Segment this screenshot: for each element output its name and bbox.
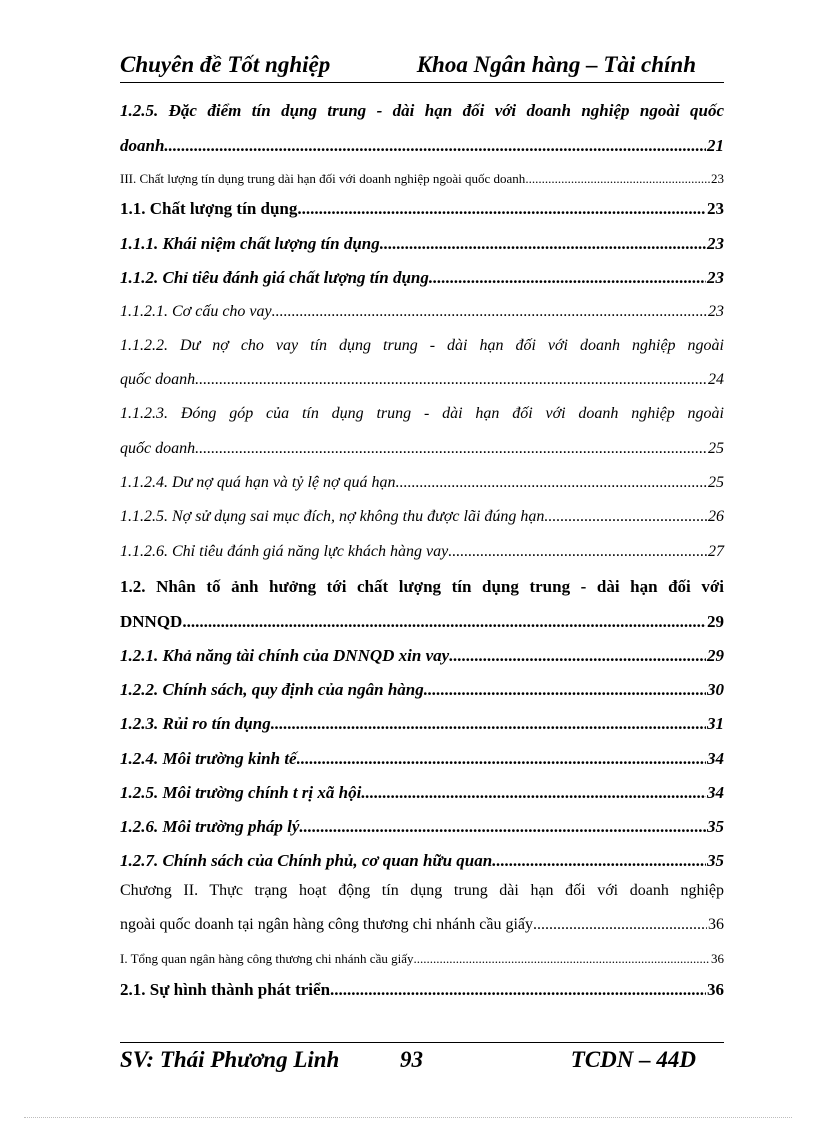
toc-entry-line [120, 783, 724, 803]
toc-page-number: 36 [708, 916, 724, 933]
toc-leader-dots [272, 303, 707, 321]
toc-leader-dots [396, 474, 707, 492]
toc-leader-dots [448, 543, 707, 561]
toc-entry-text: quốc doanh [120, 440, 196, 457]
header-left-title: Chuyên đề Tốt nghiệp [120, 52, 331, 77]
toc-entry-text: 1.2.7. Chính sách của Chính phủ, cơ quan hữu quan [120, 851, 493, 870]
toc-leader-dots [361, 783, 706, 803]
toc-page-number: 35 [707, 851, 724, 870]
toc-leader-dots [164, 136, 706, 156]
toc-entry-text: 1.2.3. Rủi ro tín dụng [120, 714, 271, 733]
toc-leader-dots [299, 817, 706, 837]
toc-leader-dots [195, 440, 707, 458]
toc-entry-line [120, 980, 724, 1000]
toc-entry-text: 1.2.2. Chính sách, quy định của ngân hàng [120, 680, 424, 699]
toc-entry-line [120, 749, 724, 769]
footer-page-number: 93 [400, 1047, 423, 1072]
toc-page-number: 31 [707, 714, 724, 733]
toc-entry-text: 1.1.2.1. Cơ cấu cho vay [120, 303, 272, 320]
toc-page-number: 29 [707, 646, 724, 665]
toc-leader-dots [525, 171, 710, 187]
toc-page-number: 27 [708, 543, 724, 560]
toc-page-number: 23 [707, 199, 724, 218]
toc-leader-dots [330, 980, 706, 1000]
toc-entry-text: 1.2.5. Môi trường chính t rị xã hội [120, 783, 362, 802]
toc-page-number: 36 [711, 951, 724, 966]
toc-leader-dots [195, 371, 707, 389]
toc-entry-text: 1.1.2.6. Chỉ tiêu đánh giá năng lực khách hàng vay [120, 543, 449, 560]
toc-entry-line [120, 171, 724, 187]
toc-page-number: 25 [708, 474, 724, 491]
toc-entry-line [120, 817, 724, 837]
toc-entry-line [120, 916, 724, 934]
toc-entry-text: ngoài quốc doanh tại ngân hàng công thương chi nhánh cầu giấy [120, 916, 534, 933]
toc-entry-line [120, 680, 724, 700]
toc-page-number: 34 [707, 749, 724, 768]
toc-page-number: 21 [707, 136, 724, 155]
toc-page-number: 23 [711, 171, 724, 186]
toc-page-number: 34 [707, 783, 724, 802]
page-header [120, 52, 724, 82]
toc-entry-text: 1.2.4. Môi trường kinh tế [120, 749, 297, 768]
toc-leader-dots [449, 646, 706, 666]
toc-entry-line [120, 440, 724, 458]
footer-rule [120, 1042, 724, 1043]
toc-page-number: 29 [707, 612, 724, 631]
toc-entry-line [120, 303, 724, 321]
toc-entry-line [120, 714, 724, 734]
toc-entry-text: 1.2.6. Môi trường pháp lý [120, 817, 300, 836]
toc-page-number: 23 [707, 268, 724, 287]
toc-entry-text: quốc doanh [120, 371, 196, 388]
toc-leader-dots [182, 612, 706, 632]
toc-entry-text: 1.2. Nhân tố ảnh hưởng tới chất lượng tín dụng trung - dài hạn đối với [120, 577, 724, 596]
page-edge-divider [24, 1117, 792, 1118]
toc-entry-line [120, 234, 724, 254]
toc-entry-text: 1.1.1. Khái niệm chất lượng tín dụng [120, 234, 380, 253]
toc-entry-line [120, 646, 724, 666]
toc-page-number: 24 [708, 371, 724, 388]
header-rule [120, 82, 724, 83]
toc-page-number: 26 [708, 508, 724, 525]
toc-entry-line [120, 508, 724, 526]
toc-page-number: 23 [707, 234, 724, 253]
toc-entry-line [120, 612, 724, 632]
toc-entry-text: 2.1. Sự hình thành phát triển [120, 980, 331, 999]
toc-entry-text: Chương II. Thực trạng hoạt động tín dụng trung dài hạn đối với doanh nghiệp [120, 882, 724, 899]
toc-page-number: 25 [708, 440, 724, 457]
toc-entry-line [120, 371, 724, 389]
header-right-title: Khoa Ngân hàng – Tài chính [416, 52, 696, 77]
toc-leader-dots [413, 951, 710, 967]
toc-entry-text: 1.1.2.5. Nợ sử dụng sai mục đích, nợ không thu được lãi đúng hạn [120, 508, 545, 525]
toc-page-number: 35 [707, 817, 724, 836]
toc-entry-text: DNNQD [120, 612, 183, 631]
toc-entry-line [120, 136, 724, 156]
toc-leader-dots [533, 916, 707, 934]
toc-page-number: 23 [708, 303, 724, 320]
toc-leader-dots [297, 749, 706, 769]
toc-entry-text: I. Tổng quan ngân hàng công thương chi nhánh cầu giấy [120, 951, 414, 966]
toc-entry-text: 1.2.5. Đặc điểm tín dụng trung - dài hạn đối với doanh nghiệp ngoài quốc [120, 101, 724, 120]
toc-leader-dots [429, 268, 706, 288]
toc-leader-dots [424, 680, 706, 700]
toc-entry-line [120, 543, 724, 561]
page-footer [120, 1047, 724, 1077]
toc-entry-line [120, 199, 724, 219]
toc-entry-text: III. Chất lượng tín dụng trung dài hạn đối với doanh nghiệp ngoài quốc doanh [120, 171, 526, 186]
toc-entry-text: 1.2.1. Khả năng tài chính của DNNQD xin vay [120, 646, 450, 665]
toc-entry-line [120, 474, 724, 492]
toc-leader-dots [271, 714, 706, 734]
toc-entry-text: 1.1.2.4. Dư nợ quá hạn và tỷ lệ nợ quá hạn [120, 474, 396, 491]
footer-class-code: TCDN – 44D [570, 1047, 696, 1072]
toc-leader-dots [380, 234, 706, 254]
toc-page-number: 36 [707, 980, 724, 999]
toc-leader-dots [544, 508, 707, 526]
toc-entry-line [120, 268, 724, 288]
toc-entry-text: 1.1.2. Chỉ tiêu đánh giá chất lượng tín dụng [120, 268, 429, 287]
toc-entry-line [120, 851, 724, 871]
toc-leader-dots [492, 851, 706, 871]
toc-entry-text: 1.1.2.2. Dư nợ cho vay tín dụng trung - dài hạn đối với doanh nghiệp ngoài [120, 337, 724, 354]
toc-entry-line [120, 951, 724, 967]
toc-entry-text: 1.1. Chất lượng tín dụng [120, 199, 298, 218]
toc-page-number: 30 [707, 680, 724, 699]
toc-leader-dots [297, 199, 706, 219]
toc-entry-text: doanh [120, 136, 165, 155]
toc-entry-text: 1.1.2.3. Đóng góp của tín dụng trung - dài hạn đối với doanh nghiệp ngoài [120, 405, 724, 422]
footer-student-name: SV: Thái Phương Linh [120, 1047, 340, 1072]
